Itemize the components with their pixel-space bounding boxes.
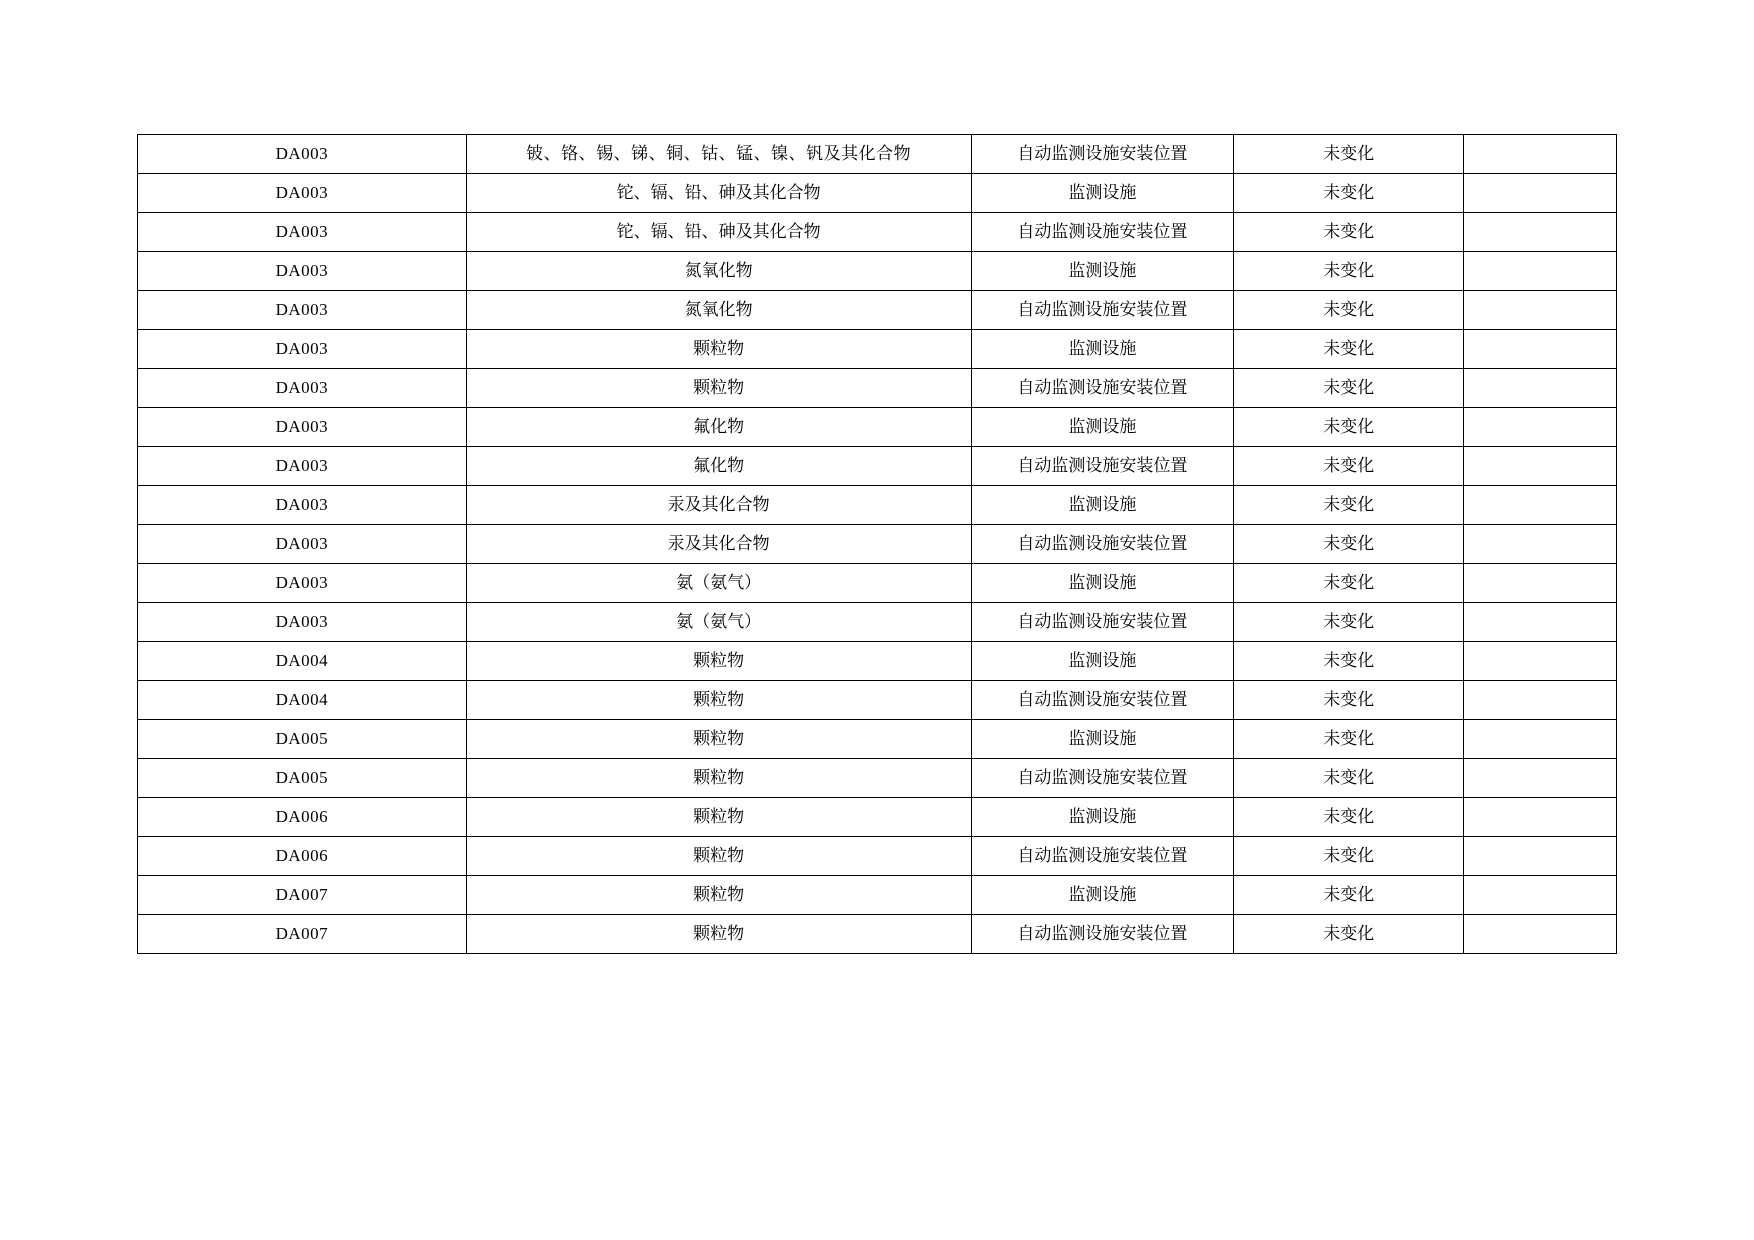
cell-remark bbox=[1464, 915, 1617, 954]
cell-pollutant: 颗粒物 bbox=[466, 681, 971, 720]
cell-outlet-code: DA003 bbox=[138, 525, 467, 564]
cell-pollutant: 颗粒物 bbox=[466, 915, 971, 954]
cell-outlet-code: DA004 bbox=[138, 681, 467, 720]
cell-pollutant: 氮氧化物 bbox=[466, 291, 971, 330]
table-row bbox=[138, 291, 1617, 330]
cell-status: 未变化 bbox=[1234, 408, 1464, 447]
cell-status: 未变化 bbox=[1234, 447, 1464, 486]
table-row bbox=[138, 486, 1617, 525]
cell-position: 自动监测设施安装位置 bbox=[971, 681, 1234, 720]
cell-status: 未变化 bbox=[1234, 525, 1464, 564]
cell-pollutant: 颗粒物 bbox=[466, 837, 971, 876]
cell-pollutant: 颗粒物 bbox=[466, 369, 971, 408]
table-row bbox=[138, 837, 1617, 876]
cell-status: 未变化 bbox=[1234, 564, 1464, 603]
cell-remark bbox=[1464, 564, 1617, 603]
cell-remark bbox=[1464, 486, 1617, 525]
cell-position: 监测设施 bbox=[971, 798, 1234, 837]
cell-pollutant: 颗粒物 bbox=[466, 798, 971, 837]
cell-remark bbox=[1464, 876, 1617, 915]
cell-position: 监测设施 bbox=[971, 720, 1234, 759]
cell-status: 未变化 bbox=[1234, 213, 1464, 252]
cell-outlet-code: DA003 bbox=[138, 135, 467, 174]
table-row bbox=[138, 642, 1617, 681]
cell-remark bbox=[1464, 798, 1617, 837]
cell-status: 未变化 bbox=[1234, 135, 1464, 174]
cell-status: 未变化 bbox=[1234, 291, 1464, 330]
monitoring-table bbox=[137, 134, 1617, 954]
cell-outlet-code: DA006 bbox=[138, 837, 467, 876]
cell-outlet-code: DA005 bbox=[138, 720, 467, 759]
cell-status: 未变化 bbox=[1234, 681, 1464, 720]
cell-pollutant: 汞及其化合物 bbox=[466, 486, 971, 525]
cell-remark bbox=[1464, 525, 1617, 564]
cell-remark bbox=[1464, 369, 1617, 408]
cell-position: 自动监测设施安装位置 bbox=[971, 525, 1234, 564]
table-row bbox=[138, 135, 1617, 174]
cell-position: 监测设施 bbox=[971, 252, 1234, 291]
table-row bbox=[138, 681, 1617, 720]
table-row bbox=[138, 369, 1617, 408]
table-row bbox=[138, 798, 1617, 837]
cell-position: 自动监测设施安装位置 bbox=[971, 603, 1234, 642]
table-row bbox=[138, 447, 1617, 486]
cell-position: 监测设施 bbox=[971, 174, 1234, 213]
cell-pollutant: 氟化物 bbox=[466, 408, 971, 447]
cell-pollutant: 铍、铬、锡、锑、铜、钴、锰、镍、钒及其化合物 bbox=[466, 135, 971, 174]
cell-remark bbox=[1464, 213, 1617, 252]
cell-status: 未变化 bbox=[1234, 486, 1464, 525]
cell-status: 未变化 bbox=[1234, 876, 1464, 915]
cell-status: 未变化 bbox=[1234, 174, 1464, 213]
cell-pollutant: 颗粒物 bbox=[466, 876, 971, 915]
cell-position: 监测设施 bbox=[971, 876, 1234, 915]
cell-pollutant: 氨（氨气） bbox=[466, 603, 971, 642]
cell-status: 未变化 bbox=[1234, 642, 1464, 681]
cell-pollutant: 颗粒物 bbox=[466, 642, 971, 681]
cell-outlet-code: DA003 bbox=[138, 213, 467, 252]
cell-pollutant: 氮氧化物 bbox=[466, 252, 971, 291]
cell-remark bbox=[1464, 642, 1617, 681]
table-row bbox=[138, 915, 1617, 954]
cell-remark bbox=[1464, 135, 1617, 174]
table-row bbox=[138, 720, 1617, 759]
cell-status: 未变化 bbox=[1234, 798, 1464, 837]
table-row bbox=[138, 564, 1617, 603]
cell-outlet-code: DA005 bbox=[138, 759, 467, 798]
cell-outlet-code: DA003 bbox=[138, 369, 467, 408]
cell-outlet-code: DA003 bbox=[138, 252, 467, 291]
table-row bbox=[138, 174, 1617, 213]
cell-outlet-code: DA007 bbox=[138, 915, 467, 954]
cell-remark bbox=[1464, 330, 1617, 369]
cell-position: 自动监测设施安装位置 bbox=[971, 213, 1234, 252]
cell-remark bbox=[1464, 720, 1617, 759]
cell-status: 未变化 bbox=[1234, 603, 1464, 642]
cell-outlet-code: DA006 bbox=[138, 798, 467, 837]
table-row bbox=[138, 876, 1617, 915]
cell-pollutant: 铊、镉、铅、砷及其化合物 bbox=[466, 213, 971, 252]
cell-position: 自动监测设施安装位置 bbox=[971, 369, 1234, 408]
cell-pollutant: 颗粒物 bbox=[466, 720, 971, 759]
cell-position: 自动监测设施安装位置 bbox=[971, 135, 1234, 174]
cell-outlet-code: DA007 bbox=[138, 876, 467, 915]
cell-remark bbox=[1464, 447, 1617, 486]
cell-status: 未变化 bbox=[1234, 330, 1464, 369]
cell-remark bbox=[1464, 408, 1617, 447]
cell-status: 未变化 bbox=[1234, 915, 1464, 954]
table-row bbox=[138, 408, 1617, 447]
table-row bbox=[138, 213, 1617, 252]
cell-position: 自动监测设施安装位置 bbox=[971, 915, 1234, 954]
table-row bbox=[138, 759, 1617, 798]
cell-outlet-code: DA003 bbox=[138, 174, 467, 213]
cell-position: 监测设施 bbox=[971, 564, 1234, 603]
cell-position: 监测设施 bbox=[971, 486, 1234, 525]
cell-outlet-code: DA003 bbox=[138, 603, 467, 642]
cell-outlet-code: DA004 bbox=[138, 642, 467, 681]
cell-status: 未变化 bbox=[1234, 369, 1464, 408]
cell-position: 监测设施 bbox=[971, 642, 1234, 681]
cell-pollutant: 颗粒物 bbox=[466, 330, 971, 369]
cell-position: 自动监测设施安装位置 bbox=[971, 759, 1234, 798]
cell-remark bbox=[1464, 174, 1617, 213]
table-row bbox=[138, 330, 1617, 369]
cell-status: 未变化 bbox=[1234, 837, 1464, 876]
cell-outlet-code: DA003 bbox=[138, 564, 467, 603]
cell-remark bbox=[1464, 681, 1617, 720]
cell-outlet-code: DA003 bbox=[138, 408, 467, 447]
cell-outlet-code: DA003 bbox=[138, 291, 467, 330]
cell-pollutant: 汞及其化合物 bbox=[466, 525, 971, 564]
cell-remark bbox=[1464, 759, 1617, 798]
table-body bbox=[138, 135, 1617, 954]
cell-position: 监测设施 bbox=[971, 330, 1234, 369]
cell-pollutant: 颗粒物 bbox=[466, 759, 971, 798]
cell-remark bbox=[1464, 837, 1617, 876]
cell-pollutant: 氨（氨气） bbox=[466, 564, 971, 603]
table-row bbox=[138, 525, 1617, 564]
table-row bbox=[138, 603, 1617, 642]
monitoring-table-container bbox=[137, 134, 1617, 954]
cell-position: 监测设施 bbox=[971, 408, 1234, 447]
cell-position: 自动监测设施安装位置 bbox=[971, 837, 1234, 876]
cell-position: 自动监测设施安装位置 bbox=[971, 447, 1234, 486]
cell-outlet-code: DA003 bbox=[138, 486, 467, 525]
cell-remark bbox=[1464, 603, 1617, 642]
cell-position: 自动监测设施安装位置 bbox=[971, 291, 1234, 330]
cell-remark bbox=[1464, 291, 1617, 330]
cell-status: 未变化 bbox=[1234, 252, 1464, 291]
cell-remark bbox=[1464, 252, 1617, 291]
cell-pollutant: 铊、镉、铅、砷及其化合物 bbox=[466, 174, 971, 213]
cell-status: 未变化 bbox=[1234, 759, 1464, 798]
cell-outlet-code: DA003 bbox=[138, 447, 467, 486]
cell-status: 未变化 bbox=[1234, 720, 1464, 759]
cell-pollutant: 氟化物 bbox=[466, 447, 971, 486]
cell-outlet-code: DA003 bbox=[138, 330, 467, 369]
table-row bbox=[138, 252, 1617, 291]
